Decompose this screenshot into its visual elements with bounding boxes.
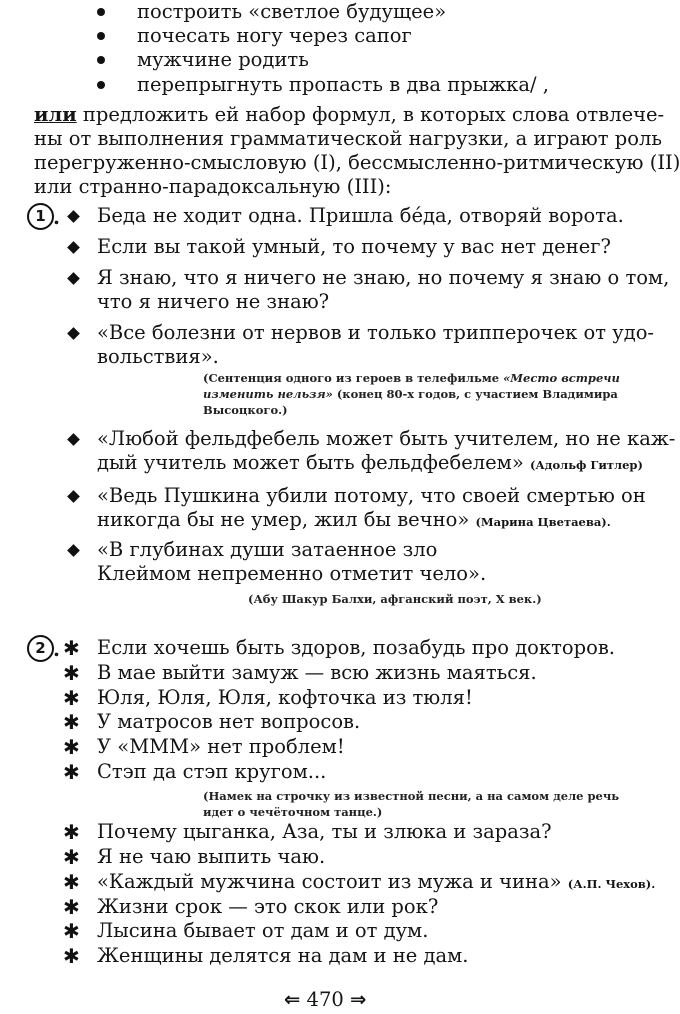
source-note: Высоцкого.) [203,403,288,417]
section-1-dot: . [53,205,60,229]
quote-line: Клеймом непременно отметит чело». [97,562,487,585]
star-bullet-icon: ✱ [63,735,80,759]
arrow-right-icon: ⇒ [349,988,367,1011]
bullet-dot-icon [97,8,105,16]
intro-line: перегруженно-смысловую (I), бессмысленно-ритмическую (II) [34,151,680,174]
diamond-bullet-icon [67,210,80,223]
diamond-bullet-icon [67,272,80,285]
quote-line: дый учитель может быть фельдфебелем» (Адольф Гитлер) [97,451,643,474]
diamond-bullet-icon [67,433,80,446]
phrase-line: Почему цыганка, Аза, ты и злюка и зараза? [97,820,552,843]
quote-line: «Любой фельдфебель может быть учителем, но не каж- [97,427,676,450]
film-title: «Место встречи [503,371,620,385]
source-note: изменить нельзя» (конец 80-х годов, с участием Владимира [203,387,618,401]
star-bullet-icon: ✱ [63,944,80,968]
phrase-line: Я не чаю выпить чаю. [97,845,326,868]
quote-line: «Ведь Пушкина убили потому, что своей смертью он [97,484,646,507]
source-note: (Сентенция одного из героев в телефильме «Место встречи [203,371,620,385]
star-bullet-icon: ✱ [63,760,80,784]
diamond-bullet-icon [67,544,80,557]
star-bullet-icon: ✱ [63,636,80,660]
phrase-line: Лысина бывает от дам и от дум. [97,919,429,942]
intro-line: или странно-парадоксальную (III): [34,175,392,198]
bullet-dot-icon [97,56,105,64]
section-2-number: 2 [27,635,54,662]
quote-source: (А.П. Чехов). [567,877,656,891]
quote-line: вольствия». [97,345,219,368]
quote-source: (Адольф Гитлер) [529,458,643,472]
quote-line: «Все болезни от нервов и только трипперочек от удо- [97,321,655,344]
quote-line: Если вы такой умный, то почему у вас нет денег? [97,235,611,258]
star-bullet-icon: ✱ [63,870,80,894]
film-title: изменить нельзя» [203,387,333,401]
bullet-item: построить «светлое будущее» [137,0,447,23]
quote-source: (Марина Цветаева). [475,515,611,529]
quote-line: «В глубинах души затаенное зло [97,538,438,561]
quote-line: что я ничего не знаю? [97,290,330,313]
bullet-item: почесать ногу через сапог [137,24,412,47]
quote-line: Беда не ходит одна. Пришла бéда, отворяй ворота. [97,204,624,227]
source-note: идет о чечёточном танце.) [203,805,383,819]
phrase-line: У матросов нет вопросов. [97,710,361,733]
phrase-line: Юля, Юля, Юля, кофточка из тюля! [97,686,473,709]
bullet-dot-icon [97,32,105,40]
bullet-dot-icon [97,81,105,89]
phrase-line: Если хочешь быть здоров, позабудь про докторов. [97,636,616,659]
phrase-line: Женщины делятся на дам и не дам. [97,944,469,967]
intro-line [34,103,664,127]
intro-keyword: или [34,103,77,126]
arrow-left-icon: ⇐ [284,988,301,1011]
star-bullet-icon: ✱ [63,710,80,734]
star-bullet-icon: ✱ [63,919,80,943]
section-2-dot: . [53,637,60,661]
intro-line: ны от выполнения грамматической нагрузки, а играют роль [34,127,662,150]
phrase-line: В мае выйти замуж — всю жизнь маяться. [97,661,537,684]
bullet-item: перепрыгнуть пропасть в два прыжка/ , [137,73,549,96]
diamond-bullet-icon [67,241,80,254]
page-number-group [284,988,366,1012]
bullet-item: мужчине родить [137,48,309,71]
page-number: 470 [306,988,344,1011]
star-bullet-icon: ✱ [63,820,80,844]
star-bullet-icon: ✱ [63,845,80,869]
section-1-number: 1 [27,203,54,230]
quote-line: никогда бы не умер, жил бы вечно» (Марина Цветаева). [97,508,611,531]
source-note: (Абу Шакур Балхи, афганский поэт, X век.) [248,592,542,606]
star-bullet-icon: ✱ [63,686,80,710]
phrase-line: У «МММ» нет проблем! [97,735,345,758]
phrase-line: Жизни срок — это скок или рок? [97,895,439,918]
diamond-bullet-icon [67,490,80,503]
quote-line: Я знаю, что я ничего не знаю, но почему я знаю о том, [97,266,670,289]
phrase-line: Стэп да стэп кругом... [97,760,327,783]
star-bullet-icon: ✱ [63,661,80,685]
source-note: (Намек на строчку из известной песни, а на самом деле речь [203,789,620,803]
diamond-bullet-icon [67,327,80,340]
star-bullet-icon: ✱ [63,895,80,919]
phrase-line: «Каждый мужчина состоит из мужа и чина» (А.П. Чехов). [97,870,656,893]
intro-line-rest: предложить ей набор формул, в которых слова отвлече- [76,103,665,126]
